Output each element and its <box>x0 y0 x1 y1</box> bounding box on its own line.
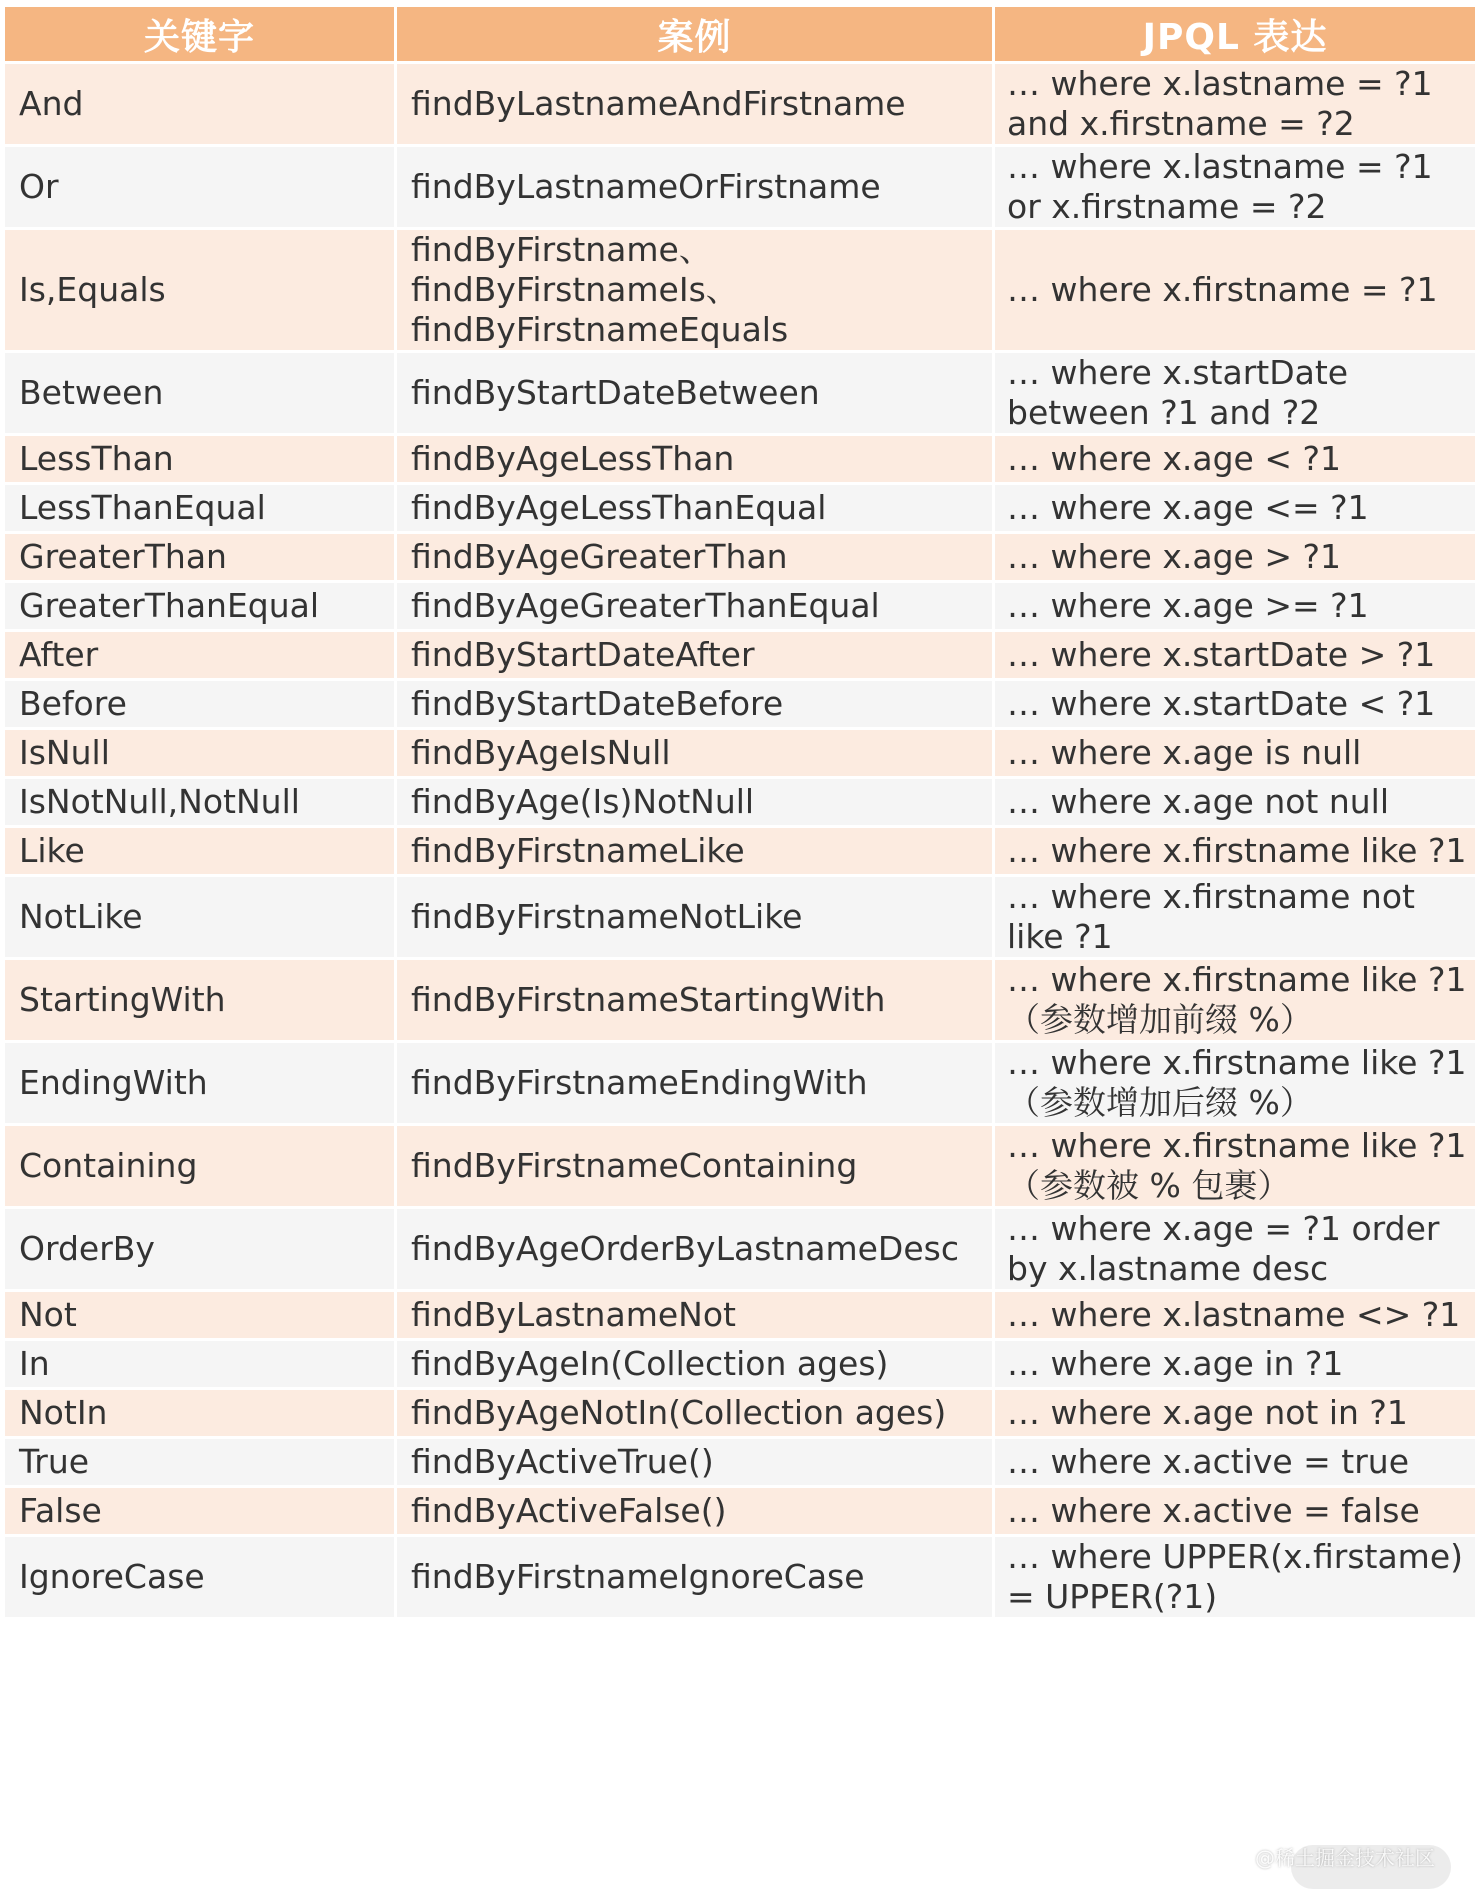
keyword-cell: False <box>5 1488 394 1534</box>
jpql-cell: … where x.active = false <box>995 1488 1475 1534</box>
table-row <box>5 1341 1475 1387</box>
table-row <box>5 1488 1475 1534</box>
example-cell: findByFirstname、findByFirstnameIs、findByFirstnameEquals <box>397 230 992 350</box>
keyword-cell: IsNull <box>5 730 394 776</box>
example-cell: findByAgeOrderByLastnameDesc <box>397 1209 992 1289</box>
example-cell: findByFirstnameNotLike <box>397 877 992 957</box>
table-header <box>5 7 1475 61</box>
jpql-cell: … where x.startDate between ?1 and ?2 <box>995 353 1475 433</box>
jpql-cell: … where x.lastname = ?1 and x.firstname = ?2 <box>995 64 1475 144</box>
table-row <box>5 1292 1475 1338</box>
example-cell: findByStartDateBefore <box>397 681 992 727</box>
table-row <box>5 534 1475 580</box>
example-cell: findByAgeLessThan <box>397 436 992 482</box>
jpql-cell: … where x.age is null <box>995 730 1475 776</box>
keyword-cell: NotLike <box>5 877 394 957</box>
table-row <box>5 632 1475 678</box>
keyword-cell: In <box>5 1341 394 1387</box>
table-row <box>5 583 1475 629</box>
keyword-cell: GreaterThan <box>5 534 394 580</box>
jpql-cell: … where x.age = ?1 order by x.lastname desc <box>995 1209 1475 1289</box>
example-cell: findByFirstnameEndingWith <box>397 1043 992 1123</box>
example-cell: findByAgeLessThanEqual <box>397 485 992 531</box>
jpql-cell: … where x.age > ?1 <box>995 534 1475 580</box>
table-row <box>5 730 1475 776</box>
jpql-cell: … where x.age <= ?1 <box>995 485 1475 531</box>
example-cell: findByStartDateBetween <box>397 353 992 433</box>
example-cell: findByAgeIn(Collection ages) <box>397 1341 992 1387</box>
keyword-cell: LessThanEqual <box>5 485 394 531</box>
table-row <box>5 485 1475 531</box>
table-row <box>5 877 1475 957</box>
jpql-cell: … where x.lastname = ?1 or x.firstname = ?2 <box>995 147 1475 227</box>
jpql-cell: … where x.age not null <box>995 779 1475 825</box>
table-row <box>5 353 1475 433</box>
example-cell: findByAgeGreaterThanEqual <box>397 583 992 629</box>
keyword-cell: Containing <box>5 1126 394 1206</box>
header-keyword: 关键字 <box>5 7 394 61</box>
header-example: 案例 <box>397 7 992 61</box>
table-row <box>5 1126 1475 1206</box>
table-row <box>5 1390 1475 1436</box>
jpql-cell: … where x.age >= ?1 <box>995 583 1475 629</box>
keyword-cell: Or <box>5 147 394 227</box>
keyword-cell: IgnoreCase <box>5 1537 394 1617</box>
keyword-cell: OrderBy <box>5 1209 394 1289</box>
example-cell: findByFirstnameIgnoreCase <box>397 1537 992 1617</box>
jpql-cell: … where x.firstname like ?1 （参数增加前缀 %） <box>995 960 1475 1040</box>
example-cell: findByActiveTrue() <box>397 1439 992 1485</box>
keyword-cell: Is,Equals <box>5 230 394 350</box>
jpql-cell: … where x.active = true <box>995 1439 1475 1485</box>
example-cell: findByLastnameAndFirstname <box>397 64 992 144</box>
watermark-text: @稀土掘金技术社区 <box>1255 1846 1435 1870</box>
keyword-cell: After <box>5 632 394 678</box>
keyword-cell: GreaterThanEqual <box>5 583 394 629</box>
example-cell: findByFirstnameContaining <box>397 1126 992 1206</box>
jpql-cell: … where x.age in ?1 <box>995 1341 1475 1387</box>
keyword-cell: And <box>5 64 394 144</box>
example-cell: findByAgeGreaterThan <box>397 534 992 580</box>
table-row <box>5 1439 1475 1485</box>
keyword-cell: StartingWith <box>5 960 394 1040</box>
keyword-cell: Between <box>5 353 394 433</box>
example-cell: findByFirstnameStartingWith <box>397 960 992 1040</box>
jpql-cell: … where x.lastname <> ?1 <box>995 1292 1475 1338</box>
example-cell: findByLastnameNot <box>397 1292 992 1338</box>
table-row <box>5 681 1475 727</box>
table-body <box>5 64 1475 1617</box>
table-row <box>5 779 1475 825</box>
keyword-cell: Before <box>5 681 394 727</box>
keyword-cell: Like <box>5 828 394 874</box>
example-cell: findByAgeIsNull <box>397 730 992 776</box>
table-row <box>5 1537 1475 1617</box>
table-row <box>5 436 1475 482</box>
keyword-cell: LessThan <box>5 436 394 482</box>
table-row <box>5 1209 1475 1289</box>
keyword-table <box>2 4 1475 1620</box>
jpql-cell: … where UPPER(x.firstame) = UPPER(?1) <box>995 1537 1475 1617</box>
example-cell: findByAgeNotIn(Collection ages) <box>397 1390 992 1436</box>
jpql-cell: … where x.firstname like ?1 （参数被 % 包裹） <box>995 1126 1475 1206</box>
jpql-cell: … where x.firstname not like ?1 <box>995 877 1475 957</box>
example-cell: findByAge(Is)NotNull <box>397 779 992 825</box>
table-row <box>5 147 1475 227</box>
jpql-cell: … where x.startDate > ?1 <box>995 632 1475 678</box>
jpql-cell: … where x.firstname like ?1 （参数增加后缀 %） <box>995 1043 1475 1123</box>
table-row <box>5 230 1475 350</box>
example-cell: findByLastnameOrFirstname <box>397 147 992 227</box>
example-cell: findByFirstnameLike <box>397 828 992 874</box>
keyword-cell: True <box>5 1439 394 1485</box>
example-cell: findByActiveFalse() <box>397 1488 992 1534</box>
keyword-cell: NotIn <box>5 1390 394 1436</box>
jpql-cell: … where x.age not in ?1 <box>995 1390 1475 1436</box>
table-row <box>5 828 1475 874</box>
jpql-cell: … where x.startDate < ?1 <box>995 681 1475 727</box>
keyword-cell: IsNotNull,NotNull <box>5 779 394 825</box>
header-jpql: JPQL 表达 <box>995 7 1475 61</box>
keyword-cell: Not <box>5 1292 394 1338</box>
keyword-cell: EndingWith <box>5 1043 394 1123</box>
table-row <box>5 1043 1475 1123</box>
jpql-cell: … where x.firstname = ?1 <box>995 230 1475 350</box>
table-row <box>5 64 1475 144</box>
jpql-cell: … where x.age < ?1 <box>995 436 1475 482</box>
table-row <box>5 960 1475 1040</box>
jpql-cell: … where x.firstname like ?1 <box>995 828 1475 874</box>
example-cell: findByStartDateAfter <box>397 632 992 678</box>
